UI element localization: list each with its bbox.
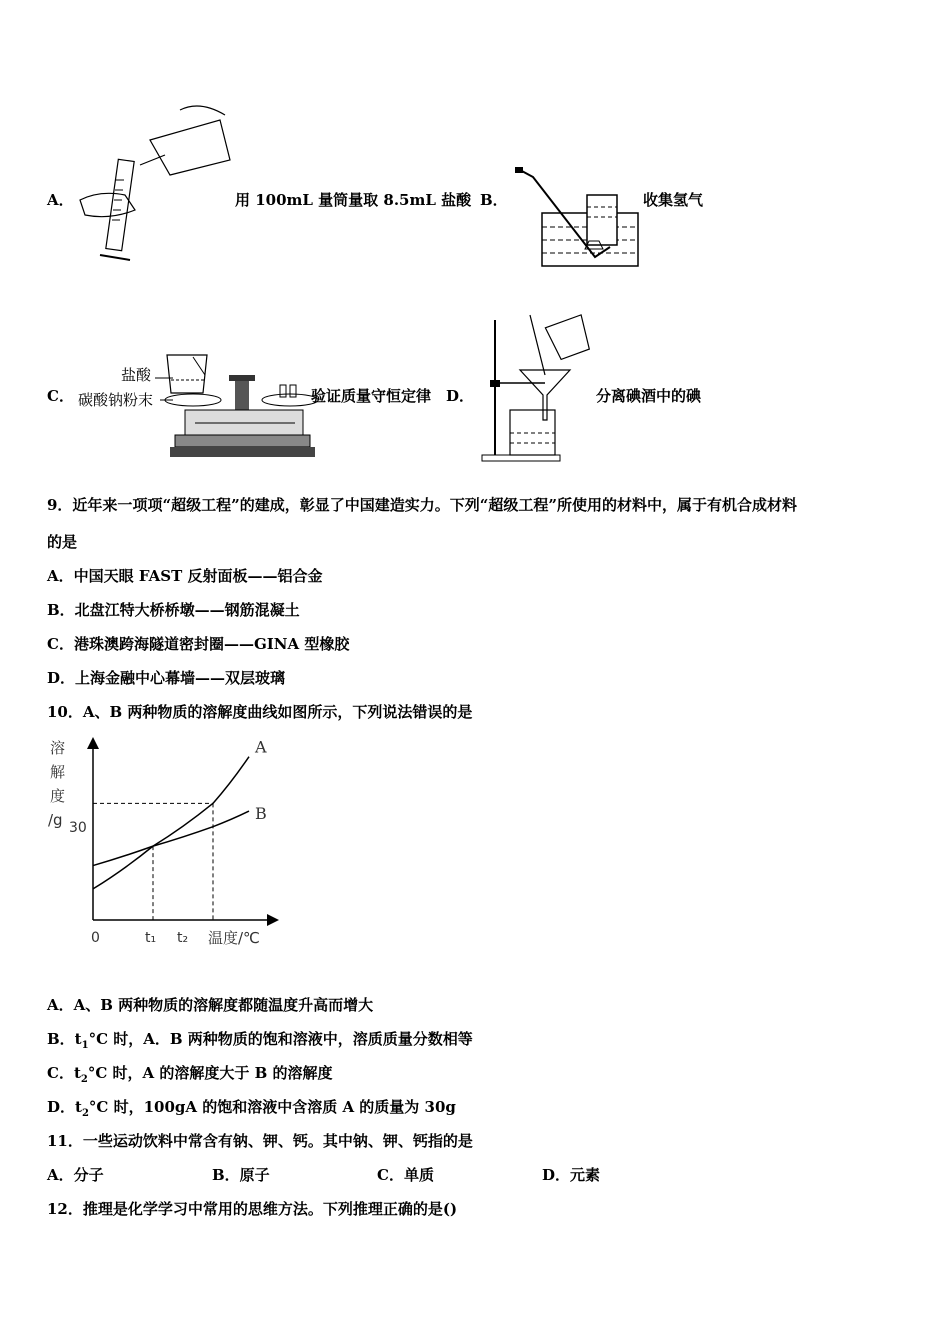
origin-label: 0 — [91, 930, 100, 946]
q11-option-c: C．单质 — [377, 1166, 434, 1184]
y-label-3: 度 — [50, 787, 66, 805]
filtration-figure — [480, 315, 595, 465]
q10-stem: 10．A、B 两种物质的溶解度曲线如图所示，下列说法错误的是 — [47, 703, 473, 721]
q11-option-a: A．分子 — [47, 1166, 104, 1184]
x-tick-t2: t₂ — [177, 930, 189, 946]
series-label-a: A — [255, 737, 267, 757]
q9-option-a: A．中国天眼 FAST 反射面板——铝合金 — [47, 567, 323, 585]
balance-scale-figure — [145, 345, 310, 470]
q11-option-d: D．元素 — [542, 1166, 601, 1184]
option-b-caption: 收集氢气 — [643, 191, 704, 209]
option-c-letter: C． — [47, 387, 74, 405]
option-d-caption: 分离碘酒中的碘 — [596, 387, 702, 405]
q10-option-c: C．$t_2^\circ C$ 时，A 的溶解度大于 B 的溶解度 — [47, 1064, 333, 1085]
x-axis-label: 温度/℃ — [208, 929, 260, 947]
graduated-cylinder-figure — [80, 100, 240, 270]
option-a-caption: 用 100mL 量筒量取 8.5mL 盐酸 — [235, 191, 472, 209]
series-label-b: B — [255, 804, 267, 824]
option-d-letter: D． — [446, 387, 475, 405]
q10-option-b: B．$t_1^\circ C$ 时，A．B 两种物质的饱和溶液中，溶质质量分数相等 — [47, 1030, 473, 1051]
solubility-chart — [45, 735, 285, 955]
curve-b — [93, 811, 249, 865]
y-tick-30: 30 — [69, 820, 87, 836]
q12-stem: 12．推理是化学学习中常用的思维方法。下列推理正确的是() — [47, 1200, 458, 1218]
curve-a — [93, 757, 249, 889]
q9-stem-line2: 的是 — [47, 533, 78, 551]
gas-collection-figure — [515, 165, 640, 270]
q11-option-b: B．原子 — [212, 1166, 270, 1184]
option-b-letter: B． — [480, 191, 508, 209]
q10-option-d: D．$t_2^\circ C$ 时，100gA 的饱和溶液中含溶质 A 的质量为 30g — [47, 1098, 456, 1119]
y-label-2: 解 — [50, 763, 66, 781]
x-tick-t1: t₁ — [145, 930, 157, 946]
q9-stem-line1: 9．近年来一项项“超级工程”的建成，彰显了中国建造实力。下列“超级工程”所使用的材料中，属于有机合成材料 — [47, 496, 797, 514]
q9-option-b: B．北盘江特大桥桥墩——钢筋混凝土 — [47, 601, 300, 619]
q11-stem: 11．一些运动饮料中常含有钠、钾、钙。其中钠、钾、钙指的是 — [47, 1132, 473, 1150]
q10-option-a: A．A、B 两种物质的溶解度都随温度升高而增大 — [47, 996, 374, 1014]
option-c-caption: 验证质量守恒定律 — [311, 387, 432, 405]
y-label-4: /g — [48, 811, 63, 829]
y-label-1: 溶 — [50, 739, 66, 757]
hydrochloric-acid-label: 盐酸 — [121, 366, 152, 384]
q9-option-c: C．港珠澳跨海隧道密封圈——GINA 型橡胶 — [47, 635, 350, 653]
option-a-letter: A． — [47, 191, 74, 209]
q9-option-d: D．上海金融中心幕墙——双层玻璃 — [47, 669, 286, 687]
sodium-carbonate-label: 碳酸钠粉末 — [78, 391, 154, 409]
